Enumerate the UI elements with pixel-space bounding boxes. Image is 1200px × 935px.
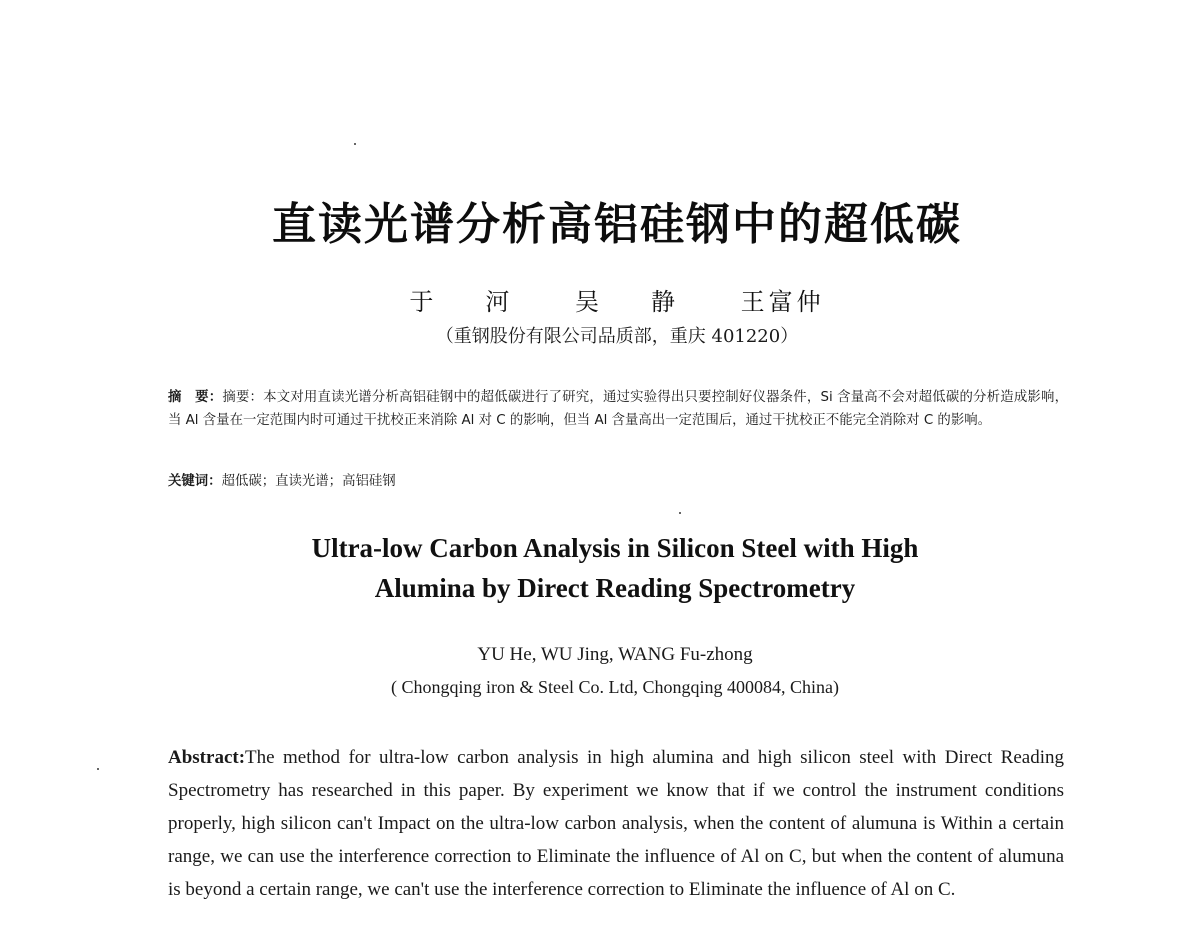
english-abstract [168, 741, 1064, 906]
chinese-affiliation: （重钢股份有限公司品质部，重庆 401220） [435, 326, 799, 347]
english-affiliation: ( Chongqing iron & Steel Co. Ltd, Chongqing 400084, China) [391, 677, 839, 697]
chinese-title: 直读光谱分析高铝硅钢中的超低碳 [272, 199, 962, 250]
scan-speck [354, 143, 356, 145]
chinese-author-1: 于 河 [409, 288, 524, 316]
chinese-keywords [168, 470, 396, 489]
english-title-line-2: Alumina by Direct Reading Spectrometry [374, 573, 856, 603]
english-abstract-label: Abstract: [168, 747, 246, 768]
english-authors: YU He, WU Jing, WANG Fu-zhong [477, 644, 753, 665]
scan-speck [97, 768, 99, 770]
chinese-abstract [168, 386, 1068, 432]
chinese-keywords-label: 关键词： [168, 474, 222, 489]
scan-speck [679, 512, 681, 514]
english-title-line-1: Ultra-low Carbon Analysis in Silicon Steel with High [311, 533, 919, 563]
chinese-keywords-text: 超低碳；直读光谱；高铝硅钢 [221, 474, 396, 489]
chinese-abstract-label: 摘 要： [168, 390, 223, 405]
chinese-abstract-text: 摘要：本文对用直读光谱分析高铝硅钢中的超低碳进行了研究，通过实验得出只要控制好仪器条件，Si 含量高不会对超低碳的分析造成影响，当 Al 含量在一定范围内时可通过干扰校正来消除 Al 对 C 的影响，但当 Al 含量高出一定范围后，通过干扰校正不能完全消除对 C 的影响。 [168, 390, 1068, 428]
chinese-author-3: 王富仲 [740, 288, 825, 316]
chinese-author-2: 吴 静 [575, 288, 689, 316]
english-title [0, 528, 1200, 608]
chinese-authors [0, 282, 1200, 317]
english-abstract-text: The method for ultra-low carbon analysis in high alumina and high silicon steel with Direct Reading Spectrometry has researched in this paper. By experiment we know that if we control the instrument conditions properly, high silicon can't Impact on the ultra-low carbon analysis, when the content of alumuna is Within a certain range, we can use the interference correction to Eliminate the influence of Al on C, but when the content of alumuna is beyond a certain range, we can't use the interference correction to Eliminate the influence of Al on C. [168, 747, 1064, 900]
